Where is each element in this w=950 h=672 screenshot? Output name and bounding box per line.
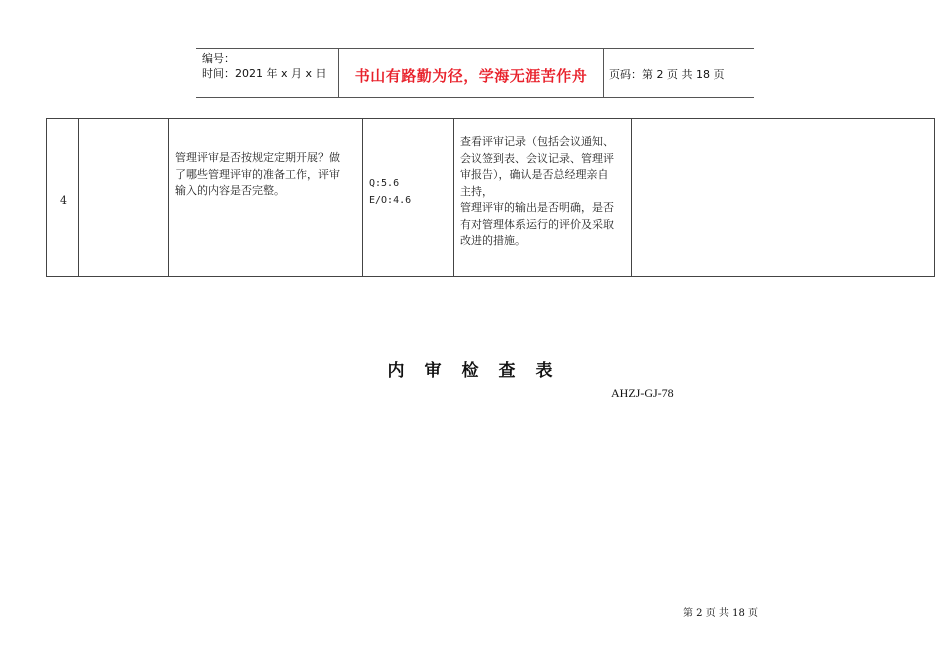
time-label: 时间：2021 年 x 月 x 日 [202, 67, 327, 80]
clause-line: Q:5.6 [369, 178, 400, 189]
clause-line: E/O:4.6 [369, 194, 412, 206]
row-number: 4 [60, 194, 67, 207]
method-line: 管理评审的输出是否明确，是否 [460, 201, 614, 214]
question-line: 管理评审是否按规定定期开展？做 [175, 151, 340, 164]
question-cell [175, 150, 361, 200]
question-line: 输入的内容是否完整。 [175, 184, 285, 197]
column-divider [453, 119, 454, 276]
document-code: AHZJ-GJ-78 [611, 386, 674, 400]
method-line: 主持， [460, 184, 493, 198]
column-divider [631, 119, 632, 276]
document-title: 内审检查表 [387, 361, 573, 381]
header-motto-cell [338, 49, 604, 97]
method-line: 有对管理体系运行的评价及采取 [460, 217, 614, 231]
page-header [196, 48, 754, 98]
column-divider [78, 119, 79, 276]
serial-label: 编号： [202, 52, 235, 65]
method-line: 改进的措施。 [460, 234, 526, 247]
method-cell [460, 134, 630, 250]
method-line: 审报告），确认是否总经理亲自 [460, 168, 609, 181]
method-line: 查看评审记录（包括会议通知、 [460, 135, 614, 148]
column-divider [168, 119, 169, 276]
footer-page-number: 第 2 页 共 18 页 [683, 608, 758, 619]
column-divider [362, 119, 363, 276]
motto-text: 书山有路勤为径，学海无涯苦作舟 [354, 67, 588, 85]
page-info: 页码：第 2 页 共 18 页 [609, 68, 725, 81]
question-line: 了哪些管理评审的准备工作，评审 [175, 167, 340, 181]
check-table-row [46, 118, 935, 277]
clause-cell [369, 176, 411, 209]
header-left-cell [196, 49, 338, 97]
header-page-cell [603, 49, 754, 97]
method-line: 会议签到表、会议记录、管理评 [460, 151, 614, 165]
